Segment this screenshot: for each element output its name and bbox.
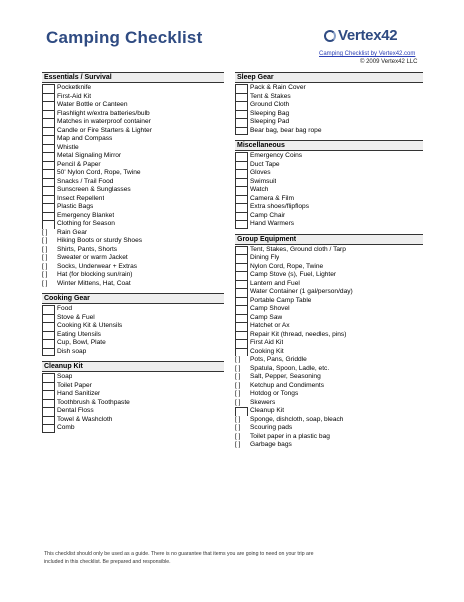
checklist-item[interactable] <box>235 110 423 119</box>
checkbox[interactable] <box>235 101 248 110</box>
item-label: Whistle <box>57 143 79 151</box>
checklist-item[interactable] <box>235 339 423 348</box>
source-link[interactable]: Camping Checklist by Vertex42.com <box>319 51 416 57</box>
checkbox[interactable] <box>235 331 248 340</box>
checkbox[interactable] <box>42 152 55 161</box>
checkbox[interactable] <box>235 254 248 263</box>
bracket-checkbox[interactable]: [ ] <box>235 441 241 448</box>
checklist-item[interactable] <box>42 127 224 136</box>
item-label: Dental Floss <box>57 407 94 414</box>
checkbox[interactable] <box>235 305 248 314</box>
checklist-item[interactable] <box>42 373 224 382</box>
item-label: Eating Utensils <box>57 330 101 338</box>
checklist-item[interactable] <box>235 416 423 425</box>
section-heading: Essentials / Survival <box>42 72 224 83</box>
checklist-item[interactable] <box>235 101 423 110</box>
checklist-item[interactable] <box>42 424 224 433</box>
bracket-checkbox[interactable]: [ ] <box>235 415 241 423</box>
checklist-item[interactable] <box>235 390 423 399</box>
checklist-item[interactable] <box>42 93 224 102</box>
item-label: Camp Saw <box>250 313 283 321</box>
item-label: Camp Shovel <box>250 305 290 312</box>
checklist-item[interactable] <box>235 399 423 408</box>
checklist-item[interactable] <box>42 280 224 289</box>
item-label: Sleeping Bag <box>250 109 290 117</box>
checklist-item[interactable] <box>42 110 224 119</box>
item-label: Hand Sanitizer <box>57 390 101 397</box>
checklist-item[interactable] <box>42 390 224 399</box>
checkbox[interactable] <box>42 322 55 331</box>
checklist-item[interactable] <box>42 407 224 416</box>
section-essentials-survival <box>42 72 224 288</box>
checklist-item[interactable] <box>42 322 224 331</box>
checklist-item[interactable] <box>235 263 423 272</box>
bracket-checkbox[interactable]: [ ] <box>235 424 241 431</box>
section-cooking-gear <box>42 293 224 356</box>
disclaimer <box>44 550 374 566</box>
item-label: Ketchup and Condiments <box>250 381 325 389</box>
item-label: Socks, Underwear + Extras <box>57 262 138 270</box>
checkbox[interactable] <box>42 212 55 221</box>
disclaimer-line-2: included in this checklist. Be prepared and responsible. <box>44 559 171 565</box>
checklist-item[interactable] <box>42 186 224 195</box>
checkbox[interactable] <box>235 93 248 102</box>
checkbox[interactable] <box>235 297 248 306</box>
checkbox[interactable] <box>42 390 55 399</box>
right-column <box>235 72 423 455</box>
checklist-item[interactable] <box>235 203 423 212</box>
item-label: Duct Tape <box>250 160 280 168</box>
item-label: Matches in waterproof container <box>57 118 151 125</box>
checklist-item[interactable] <box>235 433 423 442</box>
bracket-checkbox[interactable]: [ ] <box>235 381 241 389</box>
checkbox[interactable] <box>42 203 55 212</box>
item-label: Scouring pads <box>250 424 293 431</box>
checklist-item[interactable] <box>42 220 224 229</box>
item-label: Toothbrush & Toothpaste <box>57 398 130 406</box>
section-heading: Sleep Gear <box>235 72 423 83</box>
item-label: Pencil & Paper <box>57 160 101 168</box>
item-label: Stove & Fuel <box>57 313 95 321</box>
checklist-item[interactable] <box>42 178 224 187</box>
checklist-item[interactable] <box>235 348 423 357</box>
item-label: Toilet paper in a plastic bag <box>250 432 330 440</box>
item-label: Food <box>57 305 73 312</box>
checklist-item[interactable] <box>235 127 423 136</box>
checklist-item[interactable] <box>235 288 423 297</box>
checklist-item[interactable] <box>42 195 224 204</box>
item-label: Pocketknife <box>57 84 92 91</box>
checklist-item[interactable] <box>42 416 224 425</box>
checkbox[interactable] <box>235 195 248 204</box>
checkbox[interactable] <box>42 220 55 229</box>
checklist-item[interactable] <box>42 254 224 263</box>
checklist-item[interactable] <box>235 297 423 306</box>
checklist-item[interactable] <box>235 93 423 102</box>
section-miscellaneous <box>235 140 423 229</box>
disclaimer-line-1: This checklist should only be used as a guide. There is no guarantee that items you are going to need on your trip are <box>44 551 314 557</box>
checkbox[interactable] <box>235 212 248 221</box>
item-label: Sponge, dishcloth, soap, bleach <box>250 415 344 423</box>
item-label: 50' Nylon Cord, Rope, Twine <box>57 169 141 176</box>
checklist-item[interactable] <box>42 382 224 391</box>
checklist-item[interactable] <box>235 314 423 323</box>
checklist-item[interactable] <box>235 280 423 289</box>
checkbox[interactable] <box>235 161 248 170</box>
checkbox[interactable] <box>235 339 248 348</box>
item-label: Toilet Paper <box>57 381 92 389</box>
checklist-item[interactable] <box>235 365 423 374</box>
item-label: Flashlight w/extra batteries/bulb <box>57 109 150 117</box>
checklist-item[interactable] <box>42 271 224 280</box>
checkbox[interactable] <box>235 280 248 289</box>
checkbox[interactable] <box>42 93 55 102</box>
bracket-checkbox[interactable]: [ ] <box>42 271 48 278</box>
checkbox[interactable] <box>42 314 55 323</box>
vertex42-logo[interactable] <box>324 27 397 44</box>
item-label: Tent, Stakes, Ground cloth / Tarp <box>250 245 346 253</box>
item-label: Camera & Film <box>250 194 294 202</box>
checklist-item[interactable] <box>235 271 423 280</box>
checkbox[interactable] <box>235 178 248 187</box>
checklist-item[interactable] <box>42 169 224 178</box>
item-label: Hand Warmers <box>250 220 295 227</box>
bracket-checkbox[interactable]: [ ] <box>235 432 241 440</box>
item-label: Cooking Kit <box>250 347 284 355</box>
checklist-item[interactable] <box>42 339 224 348</box>
checkbox[interactable] <box>235 263 248 272</box>
bracket-checkbox[interactable]: [ ] <box>42 279 48 287</box>
item-label: Gloves <box>250 169 271 176</box>
checkbox[interactable] <box>42 399 55 408</box>
item-label: Map and Compass <box>57 135 113 142</box>
checklist-item[interactable] <box>235 331 423 340</box>
bracket-checkbox[interactable]: [ ] <box>42 228 48 236</box>
checkbox[interactable] <box>42 305 55 314</box>
item-label: Watch <box>250 186 269 193</box>
checklist-item[interactable] <box>42 348 224 357</box>
section-sleep-gear <box>235 72 423 135</box>
checklist-item[interactable] <box>42 118 224 127</box>
left-column <box>42 72 224 438</box>
checklist-item[interactable] <box>42 135 224 144</box>
checklist-item[interactable] <box>235 441 423 450</box>
checkbox[interactable] <box>235 84 248 93</box>
checklist-item[interactable] <box>42 203 224 212</box>
item-label: Candle or Fire Starters & Lighter <box>57 126 152 134</box>
checkbox[interactable] <box>42 135 55 144</box>
page-title: Camping Checklist <box>46 28 203 47</box>
checklist-item[interactable] <box>235 254 423 263</box>
item-label: Lantern and Fuel <box>250 279 300 287</box>
checklist-item[interactable] <box>235 407 423 416</box>
checklist-item[interactable] <box>235 322 423 331</box>
checklist-item[interactable] <box>42 305 224 314</box>
checklist-item[interactable] <box>42 152 224 161</box>
checkbox[interactable] <box>42 382 55 391</box>
item-label: Ground Cloth <box>250 101 290 108</box>
checkbox[interactable] <box>42 416 55 425</box>
checklist-item[interactable] <box>235 84 423 93</box>
bracket-checkbox[interactable]: [ ] <box>42 245 48 253</box>
checklist-item[interactable] <box>42 263 224 272</box>
checkbox[interactable] <box>235 110 248 119</box>
checklist-item[interactable] <box>42 237 224 246</box>
checkbox[interactable] <box>235 348 248 357</box>
checklist-item[interactable] <box>42 144 224 153</box>
checkbox[interactable] <box>42 127 55 136</box>
item-label: Garbage bags <box>250 441 292 448</box>
checklist-item[interactable] <box>235 382 423 391</box>
checklist-item[interactable] <box>235 178 423 187</box>
checkbox[interactable] <box>42 118 55 127</box>
checkbox[interactable] <box>42 339 55 348</box>
checkbox[interactable] <box>235 220 248 229</box>
checklist-item[interactable] <box>235 152 423 161</box>
item-label: Emergency Blanket <box>57 211 115 219</box>
item-label: Sunscreen & Sunglasses <box>57 186 131 193</box>
checklist-item[interactable] <box>42 84 224 93</box>
checkbox[interactable] <box>42 144 55 153</box>
logo-icon <box>324 30 336 42</box>
checklist-item[interactable] <box>235 169 423 178</box>
item-label: Cleanup Kit <box>250 407 285 414</box>
checklist-item[interactable] <box>42 101 224 110</box>
checkbox[interactable] <box>42 84 55 93</box>
checkbox[interactable] <box>235 203 248 212</box>
item-label: Dining Fly <box>250 254 280 261</box>
item-label: Portable Camp Table <box>250 296 312 304</box>
item-label: Salt, Pepper, Seasoning <box>250 373 321 380</box>
checkbox[interactable] <box>235 322 248 331</box>
bracket-checkbox[interactable]: [ ] <box>235 364 241 372</box>
item-label: Hat (for blocking sun/rain) <box>57 271 133 278</box>
item-label: Emergency Coins <box>250 152 303 159</box>
section-heading: Cleanup Kit <box>42 361 224 372</box>
item-label: Nylon Cord, Rope, Twine <box>250 262 324 270</box>
item-label: Hotdog or Tongs <box>250 390 299 397</box>
item-label: Camp Chair <box>250 211 286 219</box>
item-label: Pack & Rain Cover <box>250 84 306 91</box>
checklist-item[interactable] <box>235 212 423 221</box>
item-label: Dish soap <box>57 347 87 355</box>
section-group-equipment <box>235 234 423 450</box>
bracket-checkbox[interactable]: [ ] <box>235 373 241 380</box>
item-label: Shirts, Pants, Shorts <box>57 245 118 253</box>
item-label: Hatchet or Ax <box>250 322 290 329</box>
item-label: Bear bag, bear bag rope <box>250 126 322 134</box>
item-label: Camp Stove (s), Fuel, Lighter <box>250 271 337 278</box>
checklist-item[interactable] <box>235 305 423 314</box>
checkbox[interactable] <box>42 101 55 110</box>
bracket-checkbox[interactable]: [ ] <box>42 254 48 261</box>
checkbox[interactable] <box>42 407 55 416</box>
item-label: Repair Kit (thread, needles, pins) <box>250 330 347 338</box>
checklist-item[interactable] <box>42 331 224 340</box>
checkbox[interactable] <box>235 407 248 416</box>
checklist-item[interactable] <box>42 212 224 221</box>
checklist-item[interactable] <box>42 246 224 255</box>
section-heading: Cooking Gear <box>42 293 224 304</box>
item-label: First-Aid Kit <box>57 92 92 100</box>
item-label: Insect Repellent <box>57 194 105 202</box>
bracket-checkbox[interactable]: [ ] <box>235 398 241 406</box>
section-cleanup-kit <box>42 361 224 433</box>
checkbox[interactable] <box>42 186 55 195</box>
item-label: Water Container (1 gal/person/day) <box>250 288 353 295</box>
section-heading: Group Equipment <box>235 234 423 245</box>
checkbox[interactable] <box>42 178 55 187</box>
item-label: Clothing for Season <box>57 220 115 227</box>
checkbox[interactable] <box>235 288 248 297</box>
bracket-checkbox[interactable]: [ ] <box>42 262 48 270</box>
item-label: Towel & Washcloth <box>57 415 113 423</box>
item-label: Comb <box>57 424 75 431</box>
logo-text: Vertex42 <box>338 27 398 44</box>
checklist-item[interactable] <box>235 424 423 433</box>
checklist-item[interactable] <box>235 356 423 365</box>
checkbox[interactable] <box>42 348 55 357</box>
item-label: Skewers <box>250 398 276 406</box>
item-label: Spatula, Spoon, Ladle, etc. <box>250 364 330 372</box>
checkbox[interactable] <box>235 169 248 178</box>
item-label: Hiking Boots or sturdy Shoes <box>57 237 143 244</box>
item-label: Sweater or warm Jacket <box>57 254 128 261</box>
item-label: Rain Gear <box>57 228 88 236</box>
checklist-item[interactable] <box>235 373 423 382</box>
checkbox[interactable] <box>235 314 248 323</box>
item-label: Sleeping Pad <box>250 118 290 125</box>
checklist-item[interactable] <box>235 195 423 204</box>
checklist-item[interactable] <box>42 229 224 238</box>
checkbox[interactable] <box>42 195 55 204</box>
checkbox[interactable] <box>235 186 248 195</box>
item-label: Pots, Pans, Griddle <box>250 356 307 363</box>
checklist-item[interactable] <box>235 118 423 127</box>
checkbox[interactable] <box>235 271 248 280</box>
item-label: Extra shoes/flipflops <box>250 203 310 210</box>
bracket-checkbox[interactable]: [ ] <box>235 356 241 363</box>
checkbox[interactable] <box>42 110 55 119</box>
item-label: Water Bottle or Canteen <box>57 101 128 108</box>
checkbox[interactable] <box>42 424 55 433</box>
bracket-checkbox[interactable]: [ ] <box>42 237 48 244</box>
checklist-item[interactable] <box>235 161 423 170</box>
bracket-checkbox[interactable]: [ ] <box>235 390 241 397</box>
checkbox[interactable] <box>42 169 55 178</box>
checkbox[interactable] <box>42 373 55 382</box>
item-label: Soap <box>57 373 73 380</box>
item-label: Plastic Bags <box>57 203 94 210</box>
copyright-notice: © 2009 Vertex42 LLC <box>360 59 418 65</box>
item-label: Cooking Kit & Utensils <box>57 322 123 329</box>
checklist-item[interactable] <box>42 161 224 170</box>
item-label: Swimsuit <box>250 177 277 185</box>
checklist-item[interactable] <box>42 399 224 408</box>
checkbox[interactable] <box>235 118 248 127</box>
item-label: Metal Signaling Mirror <box>57 152 122 159</box>
checkbox[interactable] <box>42 161 55 170</box>
checkbox[interactable] <box>42 331 55 340</box>
item-label: Winter Mittens, Hat, Coat <box>57 279 131 287</box>
checklist-item[interactable] <box>235 246 423 255</box>
item-label: Snacks / Trail Food <box>57 177 114 185</box>
checkbox[interactable] <box>235 246 248 255</box>
item-label: Cup, Bowl, Plate <box>57 339 106 346</box>
checkbox[interactable] <box>235 127 248 136</box>
item-label: Tent & Stakes <box>250 92 291 100</box>
checklist-item[interactable] <box>235 220 423 229</box>
checkbox[interactable] <box>235 152 248 161</box>
section-heading: Miscellaneous <box>235 140 423 151</box>
checklist-item[interactable] <box>42 314 224 323</box>
checklist-item[interactable] <box>235 186 423 195</box>
item-label: First Aid Kit <box>250 339 284 346</box>
